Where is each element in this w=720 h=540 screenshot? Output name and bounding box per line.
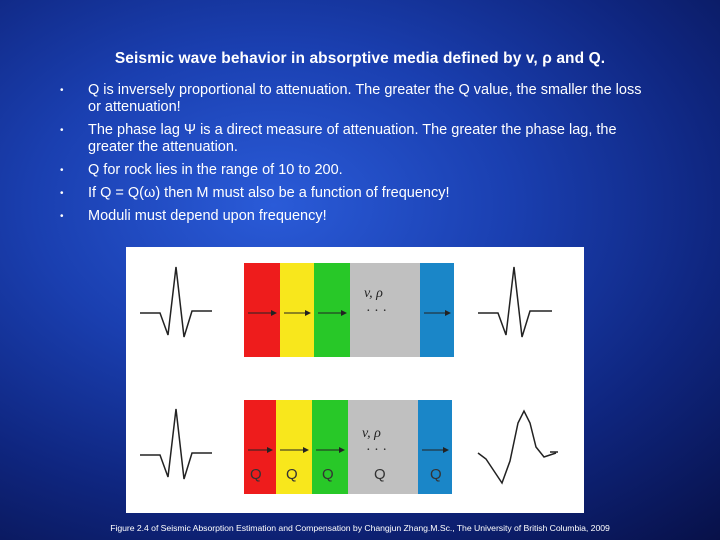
figure-caption: Figure 2.4 of Seismic Absorption Estimation and Compensation by Changjun Zhang.M.Sc., The University of British Columbia, 2009 bbox=[110, 523, 610, 533]
bullet-text: Q for rock lies in the range of 10 to 200. bbox=[88, 162, 343, 178]
slide-title: Seismic wave behavior in absorptive media defined by v, ρ and Q. bbox=[114, 50, 606, 67]
layer-red bbox=[244, 263, 280, 357]
bullet-text: Moduli must depend upon frequency! bbox=[88, 208, 327, 224]
bullet-list bbox=[58, 82, 658, 231]
output-wavelet bbox=[478, 267, 552, 337]
bullet-item bbox=[58, 208, 658, 225]
attenuated-wavelet bbox=[478, 411, 556, 483]
input-wavelet bbox=[140, 267, 212, 337]
velocity-density-label: v, ρ bbox=[362, 426, 381, 441]
q-label: Q bbox=[374, 466, 386, 483]
q-label: Q bbox=[322, 466, 334, 483]
bottom-panel bbox=[140, 400, 558, 494]
q-label: Q bbox=[430, 466, 442, 483]
ellipsis-dots: · · · bbox=[366, 443, 387, 458]
bullet-item bbox=[58, 82, 658, 116]
bullet-marker: • bbox=[60, 125, 64, 136]
bullet-marker: • bbox=[60, 188, 64, 199]
bullet-marker: • bbox=[60, 211, 64, 222]
bullet-marker: • bbox=[60, 85, 64, 96]
top-panel bbox=[140, 263, 552, 357]
layer-blue bbox=[420, 263, 454, 357]
q-label: Q bbox=[250, 466, 262, 483]
bullet-text: If Q = Q(ω) then M must also be a function of frequency! bbox=[88, 185, 450, 201]
bullet-item bbox=[58, 162, 658, 179]
layer-yellow bbox=[280, 263, 314, 357]
bullet-item bbox=[58, 122, 658, 156]
layer-green bbox=[314, 263, 350, 357]
bullet-text: The phase lag Ψ is a direct measure of attenuation. The greater the phase lag, the greater the attenuation. bbox=[88, 122, 617, 155]
bullet-text: Q is inversely proportional to attenuation. The greater the Q value, the smaller the loss or attenuation! bbox=[88, 82, 642, 115]
velocity-density-label: v, ρ bbox=[364, 286, 383, 301]
bullet-marker: • bbox=[60, 165, 64, 176]
bullet-item bbox=[58, 185, 658, 202]
input-wavelet bbox=[140, 409, 212, 479]
ellipsis-dots: · · · bbox=[366, 304, 387, 319]
q-label: Q bbox=[286, 466, 298, 483]
attenuation-figure bbox=[126, 247, 584, 513]
